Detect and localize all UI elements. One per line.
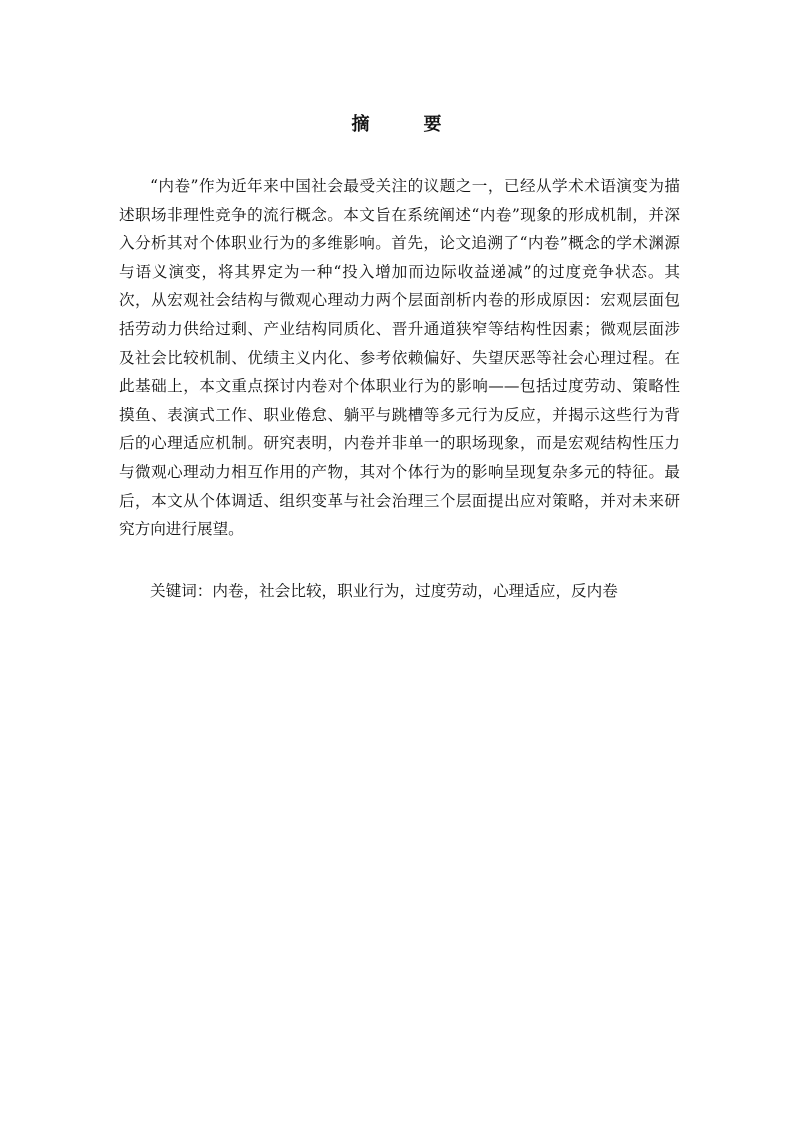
keywords-line: 关键词：内卷，社会比较，职业行为，过度劳动，心理适应，反内卷	[150, 582, 618, 600]
abstract-title: 摘 要	[351, 114, 460, 135]
abstract-body: “内卷”作为近年来中国社会最受关注的议题之一，已经从学术术语演变为描述职场非理性竞争的流行概念。本文旨在系统阐述“内卷”现象的形成机制，并深入分析其对个体职业行为的多维影响。首先，论文追溯了“内卷”概念的学术渊源与语义演变，将其界定为一种“投入增加而边际收益递减”的过度竞争状态。其次，从宏观社会结构与微观心理动力两个层面剖析内卷的形成原因：宏观层面包括劳动力供给过剩、产业结构同质化、晋升通道狭窄等结构性因素；微观层面涉及社会比较机制、优绩主义内化、参考依赖偏好、失望厌恶等社会心理过程。在此基础上，本文重点探讨内卷对个体职业行为的影响——包括过度劳动、策略性摸鱼、表演式工作、职业倦怠、躺平与跳槽等多元行为反应，并揭示这些行为背后的心理适应机制。研究表明，内卷并非单一的职场现象，而是宏观结构性压力与微观心理动力相互作用的产物，其对个体行为的影响呈现复杂多元的特征。最后，本文从个体调适、组织变革与社会治理三个层面提出应对策略，并对未来研究方向进行展望。	[119, 177, 680, 539]
